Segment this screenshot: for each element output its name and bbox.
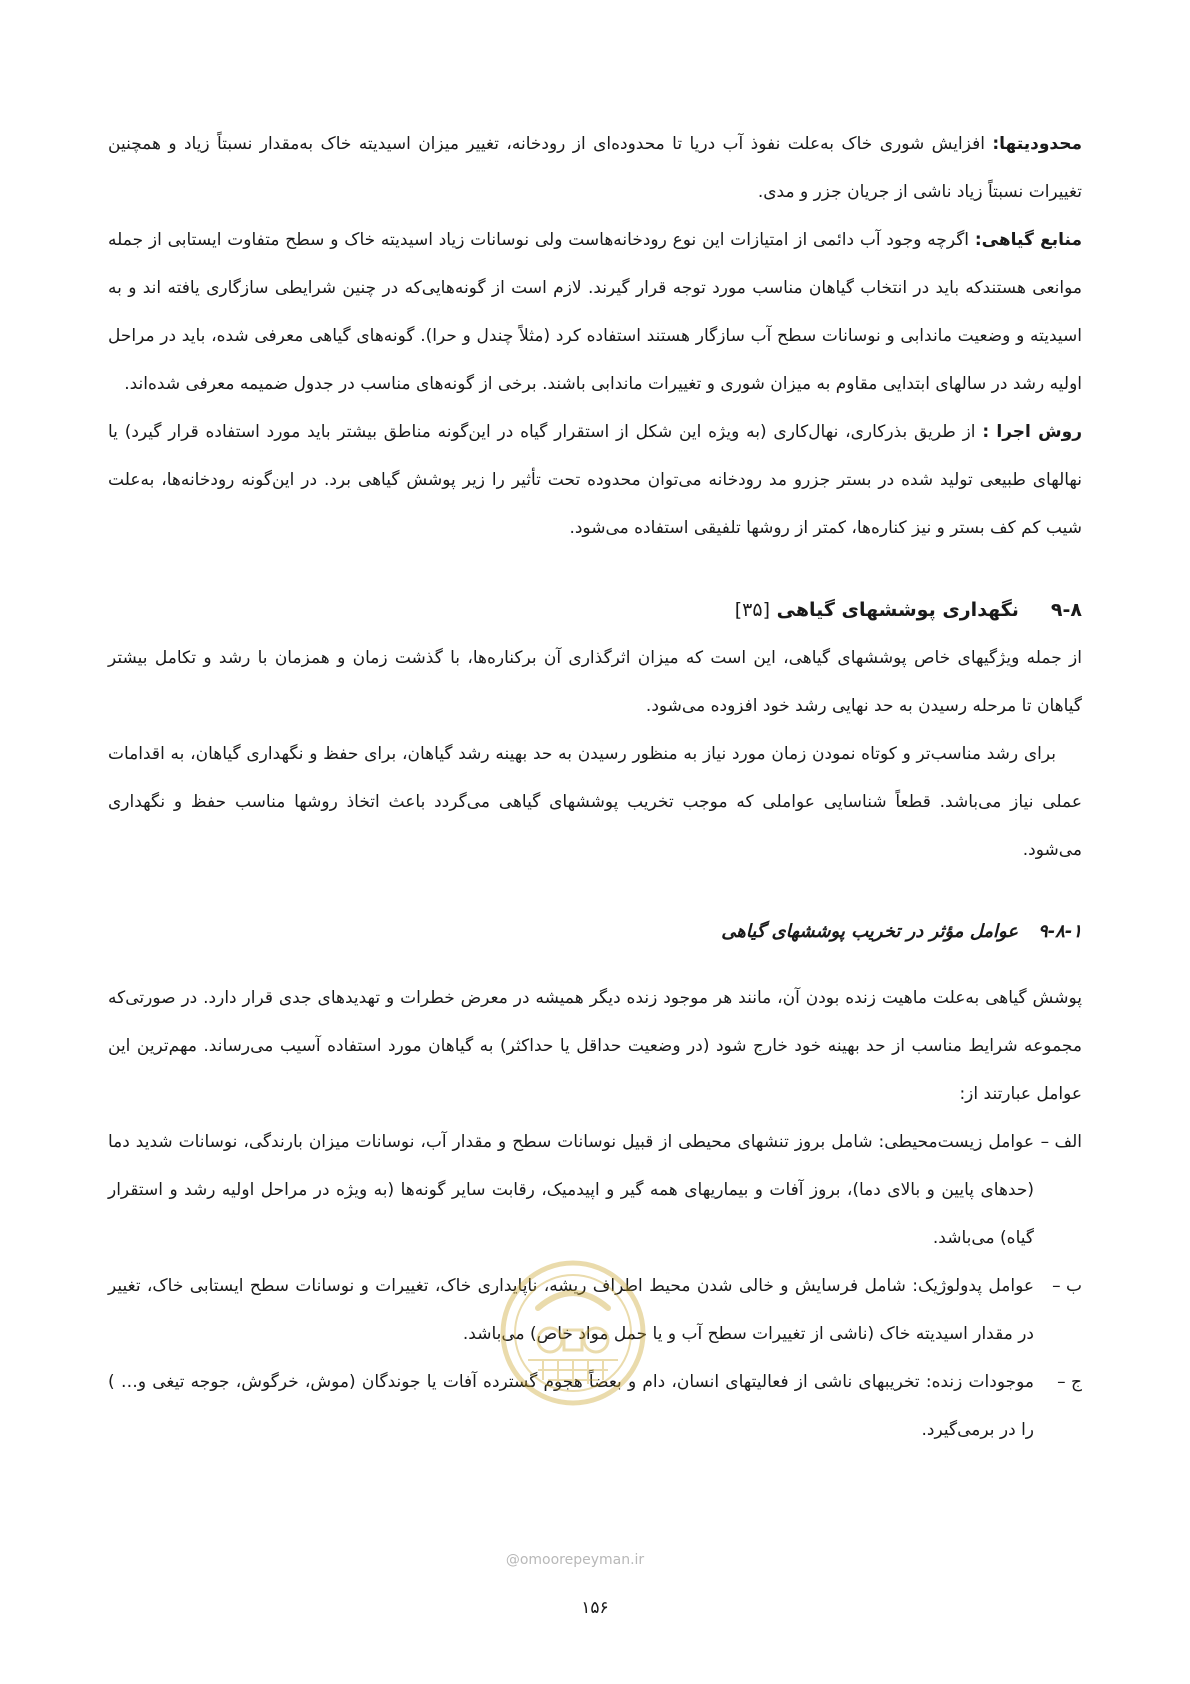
paragraph-text: افزایش شوری خاک به‌علت نفوذ آب دریا تا محدوده‌ای از رودخانه، تغییر میزان اسیدیته خاک به‌مقدار نسبتاً زیاد و همچنین تغییرات نسبتاً زیاد ناشی از جریان جزر و مدی.: [108, 134, 1082, 202]
list-marker: ب –: [1052, 1276, 1082, 1296]
section-heading: [108, 586, 1082, 634]
subsection-intro: پوشش گیاهی به‌علت ماهیت زنده بودن آن، مانند هر موجود زنده دیگر همیشه در معرض خطرات و تهدیدهای جدی قرار دارد. در صورتی‌که مجموعه شرایط مناسب از حد بهینه خود خارج شود (در وضعیت حداقل یا حداکثر) به گیاهان مورد استفاده آسیب می‌رساند. مهم‌ترین این عوامل عبارتند از:: [108, 988, 1082, 1104]
list-item: [108, 1118, 1082, 1262]
subsection-title: عوامل مؤثر در تخریب پوششهای گیاهی: [721, 921, 1019, 942]
subsection-number: ۹-۸-۱: [1038, 921, 1082, 942]
section-number: ۹-۸: [1050, 599, 1082, 621]
list-item-text: عوامل زیست‌محیطی: شامل بروز تنشهای محیطی از قبیل نوسانات سطح و مقدار آب، نوسانات میزان بارندگی، نوسانات شدید دما (حدهای پایین و بالای دما)، بروز آفات و بیماریهای همه گیر و اپیدمیک، رقابت سایر گونه‌ها (به ویژه در مراحل اولیه رشد و استقرار گیاه) می‌باشد.: [108, 1132, 1034, 1248]
paragraph-implementation-method: [108, 408, 1082, 552]
paragraph-lead: منابع گیاهی:: [974, 230, 1082, 250]
section-reference: [۳۵]: [734, 599, 770, 621]
paragraph-lead: روش اجرا :: [982, 422, 1082, 442]
paragraph-limitations: [108, 120, 1082, 216]
page-number: ۱۵۶: [581, 1598, 609, 1618]
list-item-text: موجودات زنده: تخریبهای ناشی از فعالیتهای انسان، دام و بعضاً هجوم گسترده آفات یا جوندگان (موش، خرگوش، جوجه تیغی و… ) را در برمی‌گیرد.: [108, 1372, 1034, 1440]
section-paragraph: برای رشد مناسب‌تر و کوتاه نمودن زمان مورد نیاز به منظور رسیدن به حد بهینه رشد گیاهان، برای حفظ و نگهداری گیاهان، به اقدامات عملی نیاز می‌باشد. قطعاً شناسایی عواملی که موجب تخریب پوششهای گیاهی می‌گردد باعث اتخاذ روشها مناسب حفظ و نگهداری می‌شود.: [108, 744, 1082, 860]
list-item-text: عوامل پدولوژیک: شامل فرسایش و خالی شدن محیط اطراف ریشه، ناپایداری خاک، تغییرات و نوسانات سطح ایستابی خاک، تغییر در مقدار اسیدیته خاک (ناشی از تغییرات سطح آب و یا حمل مواد خاص) می‌باشد.: [108, 1276, 1034, 1344]
paragraph-text: اگرچه وجود آب دائمی از امتیازات این نوع رودخانه‌هاست ولی نوسانات زیاد اسیدیته خاک و سطح متفاوت ایستابی از جمله موانعی هستندکه باید در انتخاب گیاهان مناسب مورد توجه قرار گیرند. لازم است از گونه‌هایی‌که در چنین شرایطی سازگاری یافته اند و به اسیدیته و وضعیت ماندابی و نوسانات سطح آب سازگار هستند استفاده کرد (مثلاً چندل و حرا). گونه‌های گیاهی معرفی شده، باید در مراحل اولیه رشد در سالهای ابتدایی مقاوم به میزان شوری و تغییرات ماندابی باشند. برخی از گونه‌های مناسب در جدول ضمیمه معرفی شده‌اند.: [108, 230, 1082, 394]
watermark-seal-logo: [498, 1258, 648, 1408]
document-body: [108, 120, 1082, 1454]
paragraph-text: از طریق بذرکاری، نهال‌کاری (به ویژه این شکل از استقرار گیاه در این‌گونه مناطق بیشتر باید مورد استفاده قرار گیرد) یا نهالهای طبیعی تولید شده در بستر جزرو مد رودخانه می‌توان محدوده تحت تأثیر را زیر پوشش گیاهی برد. در این‌گونه رودخانه‌ها، به‌علت شیب کم کف بستر و نیز کناره‌ها، کمتر از روشها تلفیقی استفاده می‌شود.: [108, 422, 1082, 538]
watermark-url: @omoorepeyman.ir: [505, 1552, 645, 1568]
subsection-heading: [108, 908, 1082, 956]
section-title: نگهداری پوششهای گیاهی: [776, 599, 1019, 621]
paragraph-plant-resources: [108, 216, 1082, 408]
list-marker: ج –: [1057, 1372, 1082, 1392]
list-marker: الف –: [1040, 1132, 1082, 1152]
section-paragraph: از جمله ویژگیهای خاص پوششهای گیاهی، این است که میزان اثرگذاری آن برکناره‌ها، با گذشت زمان و همزمان با رشد و تکامل بیشتر گیاهان تا مرحله رسیدن به حد نهایی رشد خود افزوده می‌شود.: [108, 648, 1082, 716]
paragraph-lead: محدودیتها:: [992, 134, 1082, 154]
